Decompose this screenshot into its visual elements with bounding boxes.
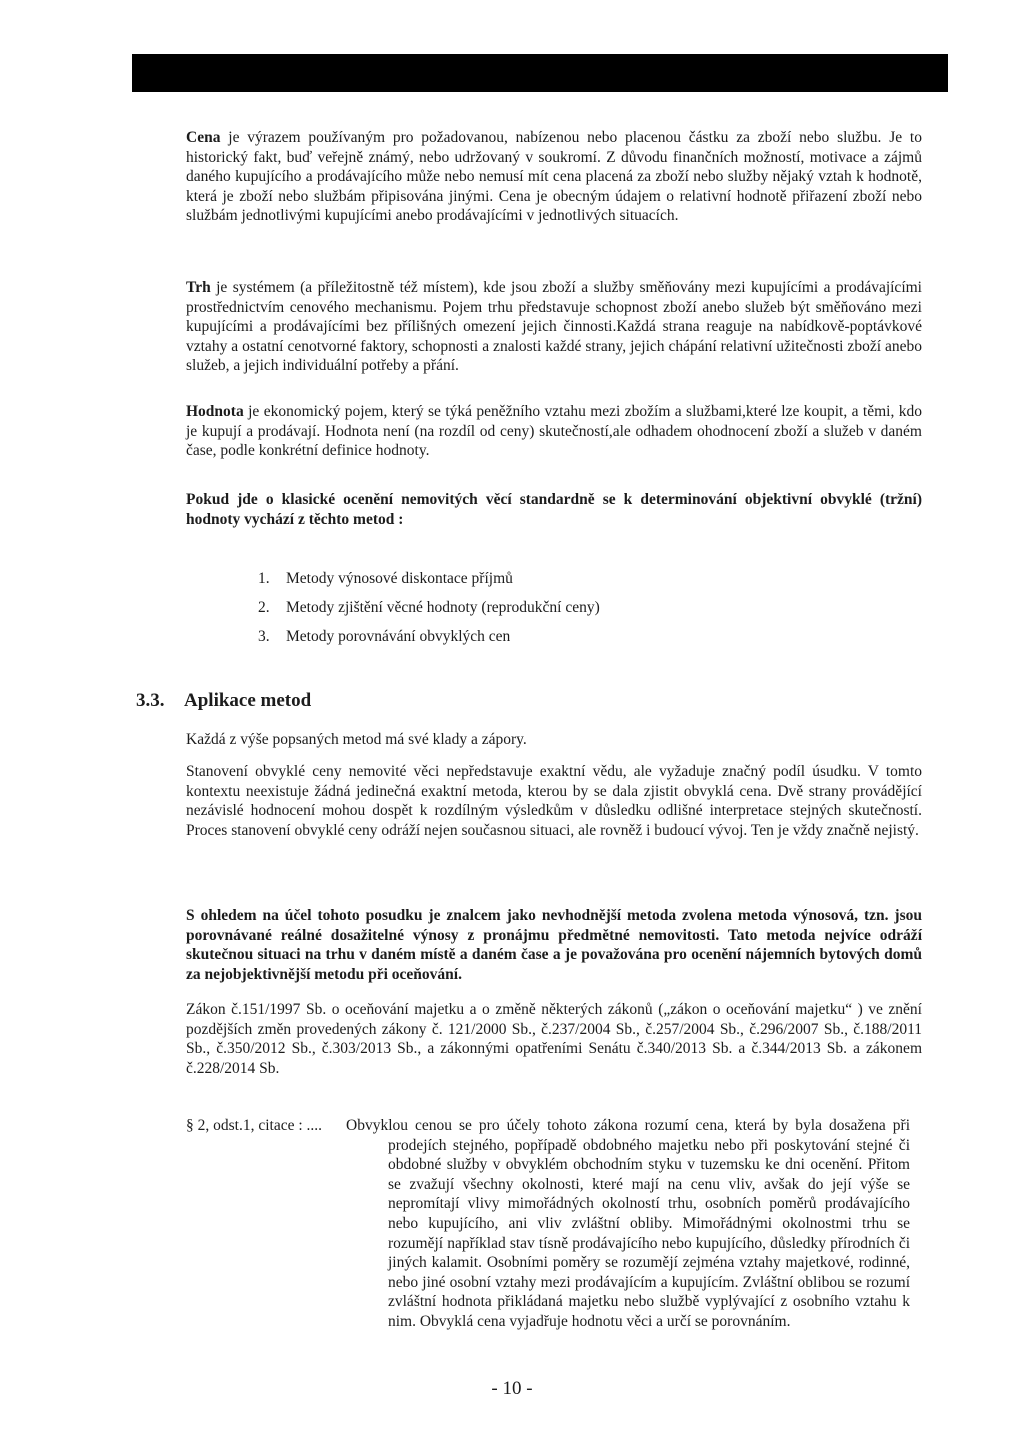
section-number: 3.3.	[136, 690, 165, 711]
paragraph-hodnota	[186, 402, 922, 461]
paragraph-chosen-method: S ohledem na účel tohoto posudku je znalcem jako nevhodnější metoda zvolena metoda výnosová, tzn. jsou porovnávané reálné dosažitelné výnosy z pronájmu předmětné nemovitosti. Tato metoda nejvíce odráží skutečnou situaci na trhu v daném místě a daném čase a je považována pro ocenění nájemních bytových domů za nejobjektivnější metodu při oceňování.	[186, 907, 922, 983]
paragraph-pros-cons: Každá z výše popsaných metod má své klady a zápory.	[186, 731, 527, 748]
paragraph-cena	[186, 128, 922, 226]
paragraph-valuation-uncertainty: Stanovení obvyklé ceny nemovité věci nepředstavuje exaktní vědu, ale vyžaduje značný podíl úsudku. V tomto kontextu neexistuje žádná jedinečná exaktní metoda, kterou by se dala zjistit obvyklá cena. Dvě strany provádějící nezávislé hodnocení mohou dospět k rozdílným výsledkům v důsledku odlišné interpretace stejných skutečností. Proces stanovení obvyklé ceny odráží nejen současnou situaci, ale rovněž i budoucí vývoj. Ten je vždy značně nejistý.	[186, 763, 922, 839]
citation-text	[346, 1116, 910, 1332]
header-bar	[132, 54, 948, 92]
term-trh: Trh	[186, 279, 211, 296]
list-item	[258, 628, 600, 657]
list-item-text: Metody zjištění věcné hodnoty (reprodukční ceny)	[286, 599, 600, 616]
section-heading	[136, 690, 311, 712]
methods-list	[258, 570, 600, 657]
list-item-number: 1.	[258, 570, 270, 587]
list-item	[258, 599, 600, 628]
citation-text-body: Obvyklou cenou se pro účely tohoto zákona rozumí cena, která by byla dosažena při prodejích stejného, popřípadě obdobného majetku nebo při poskytování stejné či obdobné služby v obvyklém obchodním styku v tuzemsku ke dni ocenění. Přitom se zvažují všechny okolnosti, které mají na cenu vliv, avšak do její výše se nepromítají vlivy mimořádných okolností trhu, osobních poměrů prodávajícího nebo kupujícího, ani vliv zvláštní obliby. Mimořádnými okolnostmi trhu se rozumějí například stav tísně prodávajícího nebo kupujícího, důsledky přírodních či jiných kalamit. Osobními poměry se rozumějí zejména vztahy majetkové, rodinné, nebo jiné osobní vztahy mezi prodávajícím a kupujícím. Zvláštní oblibou se rozumí zvláštní hodnota přikládaná majetku nebo službě vyplývající z osobního vztahu k nim. Obvyklá cena vyjadřuje hodnotu věci a určí se porovnáním.	[346, 1117, 910, 1330]
section-title: Aplikace metod	[184, 690, 312, 711]
term-cena: Cena	[186, 129, 221, 146]
paragraph-cena-text: je výrazem používaným pro požadovanou, nabízenou nebo placenou částku za zboží nebo službu. Je to historický fakt, buď veřejně známý, nebo udržovaný v soukromí. Z důvodu finančních možností, motivace a zájmů daného kupujícího a prodávajícího může nebo nemusí mít cena placená za zboží nebo služby nějaký vztah k hodnotě, která je zboží nebo službám připisována jinými. Cena je obecným údajem o relativní hodnotě přiřazení zboží nebo službám jednotlivými kupujícími anebo prodávajícími v jednotlivých situacích.	[186, 129, 922, 225]
list-item-text: Metody porovnávání obvyklých cen	[286, 628, 511, 645]
paragraph-hodnota-text: je ekonomický pojem, který se týká peněžního vztahu mezi zbožím a službami,které lze koupit, a těmi, kdo je kupují a prodávají. Hodnota není (na rozdíl od ceny) skutečností,ale odhadem ohodnocení zboží a služeb v daném čase, podle konkrétní definice hodnoty.	[186, 403, 922, 460]
citation-reference: § 2, odst.1, citace : ....	[186, 1117, 323, 1134]
paragraph-law-reference: Zákon č.151/1997 Sb. o oceňování majetku a o změně některých zákonů („zákon o oceňování majetku“ ) ve znění pozdějších změn provedených zákony č. 121/2000 Sb., č.237/2004 Sb., č.257/2004 Sb., č.296/2007 Sb., č.188/2011 Sb., č.350/2012 Sb., č.303/2013 Sb., a zákonnými opatřeními Senátu č.340/2013 Sb. a č.344/2013 Sb. a zákonem č.228/2014 Sb.	[186, 1001, 922, 1077]
list-item-text: Metody výnosové diskontace příjmů	[286, 570, 513, 587]
list-item-number: 2.	[258, 599, 270, 616]
term-hodnota: Hodnota	[186, 403, 244, 420]
list-item	[258, 570, 600, 599]
paragraph-trh-text: je systémem (a příležitostně též místem), kde jsou zboží a služby směňovány mezi kupujícími a prodávajícími prostřednictvím cenového mechanismu. Pojem trhu představuje schopnost zboží anebo služeb být směňováno mezi kupujícími a prodávajícími bez přílišných omezení jejich činnosti.Každá strana reaguje na nabídkově-poptávkové vztahy a ostatní cenotvorné faktory, schopnosti a znalosti každé strany, jejich chápání relativní užitečnosti zboží anebo služeb, a jejich individuální potřeby a přání.	[186, 279, 922, 375]
list-item-number: 3.	[258, 628, 270, 645]
page-number: - 10 -	[491, 1378, 533, 1399]
paragraph-methods-intro: Pokud jde o klasické ocenění nemovitých věcí standardně se k determinování objektivní obvyklé (tržní) hodnoty vychází z těchto metod :	[186, 491, 922, 528]
paragraph-trh	[186, 278, 922, 376]
